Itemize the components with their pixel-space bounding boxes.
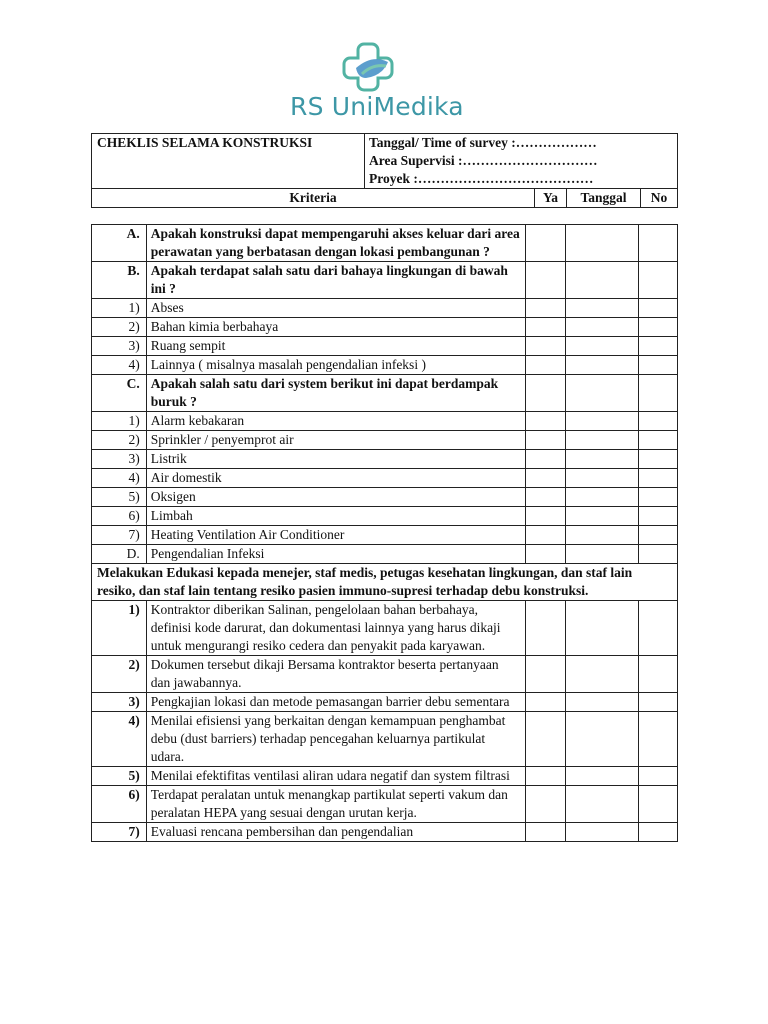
ya-cell[interactable] [525,526,565,545]
no-cell[interactable] [639,823,678,842]
no-cell[interactable] [639,507,678,526]
tanggal-cell[interactable] [565,375,639,412]
no-cell[interactable] [639,412,678,431]
row-number: 4) [92,356,147,375]
table-row [92,469,678,488]
supervision-area-field[interactable]: Area Supervisi :………………………… [369,153,598,168]
no-cell[interactable] [639,601,678,656]
row-text: Listrik [146,450,525,469]
ya-cell[interactable] [525,601,565,656]
no-cell[interactable] [639,299,678,318]
col-ya: Ya [535,189,567,208]
tanggal-cell[interactable] [565,337,639,356]
tanggal-cell[interactable] [565,262,639,299]
ya-cell[interactable] [525,356,565,375]
row-text: Oksigen [146,488,525,507]
row-number: 3) [92,450,147,469]
survey-date-field[interactable]: Tanggal/ Time of survey :……………… [369,135,597,150]
ya-cell[interactable] [525,488,565,507]
table-row [92,299,678,318]
no-cell[interactable] [639,375,678,412]
row-number: A. [92,225,147,262]
row-number: 2) [92,318,147,337]
row-text: Limbah [146,507,525,526]
ya-cell[interactable] [525,450,565,469]
ya-cell[interactable] [525,375,565,412]
row-text: Terdapat peralatan untuk menangkap partikulat seperti vakum dan peralatan HEPA yang sesuai dengan urutan kerja. [146,786,525,823]
tanggal-cell[interactable] [565,450,639,469]
no-cell[interactable] [639,656,678,693]
row-text: Apakah konstruksi dapat mempengaruhi akses keluar dari area perawatan yang berbatasan dengan lokasi pembangunan ? [146,225,525,262]
form-title: CHEKLIS SELAMA KONSTRUKSI [92,134,365,189]
row-text: Evaluasi rencana pembersihan dan pengendalian [146,823,525,842]
row-number: C. [92,375,147,412]
table-row [92,431,678,450]
no-cell[interactable] [639,356,678,375]
row-number: B. [92,262,147,299]
row-number: 2) [92,431,147,450]
table-row [92,337,678,356]
col-no: No [641,189,678,208]
tanggal-cell[interactable] [565,412,639,431]
table-row [92,823,678,842]
no-cell[interactable] [639,225,678,262]
table-row [92,656,678,693]
row-text: Menilai efisiensi yang berkaitan dengan kemampuan penghambat debu (dust barriers) terhadap pencegahan keluarnya partikulat udara. [146,712,525,767]
no-cell[interactable] [639,786,678,823]
ya-cell[interactable] [525,469,565,488]
medical-cross-icon [290,40,460,92]
table-row [92,356,678,375]
ya-cell[interactable] [525,545,565,564]
row-number: 4) [92,469,147,488]
education-heading: Melakukan Edukasi kepada menejer, staf medis, petugas kesehatan lingkungan, dan staf lain resiko, dan staf lain tentang resiko pasien immuno-supresi terhadap debu konstruksi. [92,564,678,601]
tanggal-cell[interactable] [565,712,639,767]
table-row [92,375,678,412]
row-text: Sprinkler / penyemprot air [146,431,525,450]
ya-cell[interactable] [525,318,565,337]
row-number: 1) [92,601,147,656]
ya-cell[interactable] [525,507,565,526]
tanggal-cell[interactable] [565,318,639,337]
no-cell[interactable] [639,431,678,450]
table-row [92,786,678,823]
survey-info [365,134,678,189]
table-row [92,318,678,337]
row-number: D. [92,545,147,564]
ya-cell[interactable] [525,412,565,431]
row-text: Dokumen tersebut dikaji Bersama kontraktor beserta pertanyaan dan jawabannya. [146,656,525,693]
project-field[interactable]: Proyek :………………………………… [369,171,594,186]
no-cell[interactable] [639,767,678,786]
tanggal-cell[interactable] [565,786,639,823]
table-row [92,526,678,545]
row-number: 6) [92,786,147,823]
table-row [92,693,678,712]
tanggal-cell[interactable] [565,656,639,693]
row-number: 1) [92,412,147,431]
ya-cell[interactable] [525,693,565,712]
ya-cell[interactable] [525,767,565,786]
no-cell[interactable] [639,545,678,564]
tanggal-cell[interactable] [565,507,639,526]
ya-cell[interactable] [525,786,565,823]
no-cell[interactable] [639,318,678,337]
row-number: 2) [92,656,147,693]
ya-cell[interactable] [525,712,565,767]
no-cell[interactable] [639,693,678,712]
table-row [92,412,678,431]
ya-cell[interactable] [525,823,565,842]
tanggal-cell[interactable] [565,767,639,786]
ya-cell[interactable] [525,337,565,356]
tanggal-cell[interactable] [565,356,639,375]
ya-cell[interactable] [525,299,565,318]
row-text: Apakah terdapat salah satu dari bahaya lingkungan di bawah ini ? [146,262,525,299]
row-text: Kontraktor diberikan Salinan, pengelolaan bahan berbahaya, definisi kode darurat, dan dokumentasi lainnya yang harus dikaji untuk mengurangi resiko cedera dan penyakit pada karyawan. [146,601,525,656]
no-cell[interactable] [639,450,678,469]
no-cell[interactable] [639,262,678,299]
row-number: 3) [92,693,147,712]
table-row [92,767,678,786]
tanggal-cell[interactable] [565,526,639,545]
row-text: Lainnya ( misalnya masalah pengendalian infeksi ) [146,356,525,375]
row-text: Pengendalian Infeksi [146,545,525,564]
table-row [92,601,678,656]
tanggal-cell[interactable] [565,225,639,262]
tanggal-cell[interactable] [565,431,639,450]
row-text: Ruang sempit [146,337,525,356]
table-row [92,262,678,299]
table-row [92,488,678,507]
row-number: 4) [92,712,147,767]
hospital-logo [290,40,464,126]
col-kriteria: Kriteria [92,189,535,208]
no-cell[interactable] [639,469,678,488]
row-number: 6) [92,507,147,526]
tanggal-cell[interactable] [565,823,639,842]
no-cell[interactable] [639,488,678,507]
education-row [92,564,678,601]
table-row [92,225,678,262]
row-text: Heating Ventilation Air Conditioner [146,526,525,545]
row-number: 5) [92,488,147,507]
row-text: Apakah salah satu dari system berikut ini dapat berdampak buruk ? [146,375,525,412]
table-row [92,712,678,767]
logo-text: RS UniMedika [290,92,464,121]
row-number: 1) [92,299,147,318]
tanggal-cell[interactable] [565,601,639,656]
tanggal-cell[interactable] [565,693,639,712]
row-text: Air domestik [146,469,525,488]
tanggal-cell[interactable] [565,469,639,488]
row-text: Pengkajian lokasi dan metode pemasangan barrier debu sementara [146,693,525,712]
tanggal-cell[interactable] [565,488,639,507]
row-number: 5) [92,767,147,786]
no-cell[interactable] [639,712,678,767]
row-text: Alarm kebakaran [146,412,525,431]
row-number: 7) [92,823,147,842]
row-number: 3) [92,337,147,356]
tanggal-cell[interactable] [565,299,639,318]
table-row [92,450,678,469]
header-table [91,133,678,208]
row-number: 7) [92,526,147,545]
no-cell[interactable] [639,526,678,545]
ya-cell[interactable] [525,225,565,262]
ya-cell[interactable] [525,262,565,299]
table-row [92,507,678,526]
header-info-row [92,134,678,189]
row-text: Abses [146,299,525,318]
criteria-table [91,224,678,842]
ya-cell[interactable] [525,431,565,450]
table-row [92,545,678,564]
row-text: Menilai efektifitas ventilasi aliran udara negatif dan system filtrasi [146,767,525,786]
col-tanggal: Tanggal [567,189,641,208]
tanggal-cell[interactable] [565,545,639,564]
ya-cell[interactable] [525,656,565,693]
column-header-row [92,189,678,208]
row-text: Bahan kimia berbahaya [146,318,525,337]
no-cell[interactable] [639,337,678,356]
